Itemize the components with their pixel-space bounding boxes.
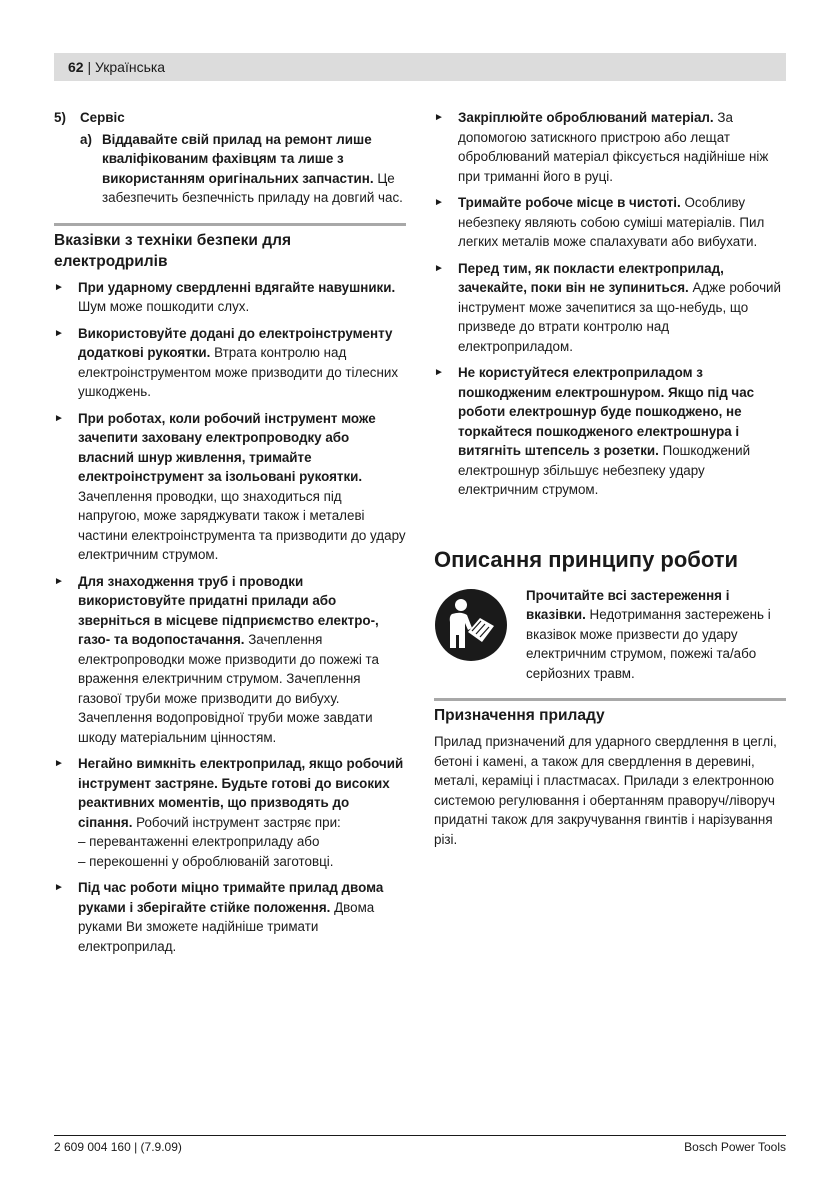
- bullet-arrow-icon: ►: [434, 367, 444, 378]
- list-item-body: Адже робочий інструмент може зачепитися за що-небудь, що призведе до втрати контролю над електроприладом.: [458, 280, 782, 354]
- list-item-body: Шум може пошкодити слух.: [78, 299, 250, 314]
- list-item: [54, 409, 406, 565]
- service-item-bold: Віддавайте свій прилад на ремонт лише кваліфікованим фахівцям та лише з використанням оригінальних запчастин.: [102, 131, 374, 186]
- right-column: [434, 108, 786, 849]
- list-item-conditions: – перевантаженні електроприладу або – перекошенні у оброблюваній заготовці.: [78, 834, 334, 869]
- list-item-body: Двома руками Ви зможете надійніше тримати електроприлад.: [78, 899, 375, 954]
- list-item-bold: При ударному свердленні вдягайте навушники.: [78, 279, 396, 295]
- header-separator: |: [87, 59, 92, 75]
- list-item: [54, 278, 406, 317]
- list-item-bold: Використовуйте додані до електроінструменту додаткові рукоятки.: [78, 325, 393, 360]
- right-bullet-list: [434, 108, 786, 500]
- list-item: [54, 572, 406, 748]
- list-item-bold: Під час роботи міцно тримайте прилад двома руками і зберігайте стійке положення.: [78, 880, 384, 915]
- service-title: Сервіс: [80, 110, 125, 125]
- list-item-text: [78, 572, 406, 748]
- list-item-bold: Перед тим, як покласти електроприлад, зачекайте, поки він не зупиниться.: [458, 260, 724, 295]
- list-item-bold: Для знаходження труб і проводки використовуйте придатні прилади або зверніться в місцеве підприємство електро-, газо- та водопостачання.: [78, 573, 379, 647]
- list-item: [434, 259, 786, 357]
- section-divider: [434, 698, 786, 701]
- footer-brand: Bosch Power Tools: [684, 1140, 786, 1154]
- warning-text: [526, 586, 786, 684]
- header-language: Українська: [95, 59, 166, 75]
- service-item: [80, 130, 406, 208]
- list-item-text: [78, 278, 406, 317]
- list-item-text: [78, 409, 406, 565]
- purpose-heading: Призначення приладу: [434, 707, 605, 724]
- list-item-text: [458, 108, 786, 186]
- list-item-text: [458, 259, 786, 357]
- service-item-label: a): [80, 131, 92, 147]
- safety-heading: Вказівки з техніки безпеки для електродрилів: [54, 231, 291, 270]
- service-item-text: [102, 130, 406, 208]
- section-divider: [54, 223, 406, 226]
- list-item: [434, 363, 786, 500]
- read-manual-icon-svg: [434, 588, 508, 662]
- service-number: 5): [54, 110, 66, 125]
- list-item-body: Втрата контролю над електроінструментом може призводити до тілесних ушкоджень.: [78, 345, 399, 399]
- bullet-arrow-icon: ►: [54, 575, 64, 587]
- bullet-arrow-icon: ►: [54, 327, 64, 339]
- bullet-arrow-icon: ►: [54, 882, 64, 893]
- list-item-text: [458, 193, 786, 252]
- bullet-arrow-icon: ►: [434, 262, 444, 274]
- warning-bold: Прочитайте всі застереження і вказівки.: [526, 587, 730, 622]
- list-item-body: Пошкоджений електрошнур збільшує небезпеку удару електричним струмом.: [458, 443, 751, 497]
- list-item-bold: Закріплюйте оброблюваний матеріал.: [458, 110, 714, 125]
- list-item-body: Зачеплення електропроводки може призводити до пожежі та враження електричним струмом. Зачеплення газової труби може призводити до вибуху. Зачеплення водопровідної труби може завдати шкоду матеріальним цінностям.: [78, 632, 379, 745]
- warning-body: Недотримання застережень і вказівок може призвести до удару електричним струмом, пожежі та/або серйозних травм.: [526, 607, 771, 681]
- bullet-arrow-icon: ►: [434, 197, 444, 208]
- service-item-body: Це забезпечить безпечність приладу на довгий час.: [102, 170, 403, 205]
- list-item-bold: При роботах, коли робочий інструмент може зачепити заховану електропроводку або власний шнур живлення, тримайте електроінструмент за ізольовані рукоятки.: [78, 410, 376, 484]
- list-item-text: [78, 754, 406, 871]
- list-item: [434, 108, 786, 186]
- safety-bullet-list: [54, 278, 406, 957]
- list-item-bold: Тримайте робоче місце в чистоті.: [458, 195, 681, 210]
- list-item-body: Робочий інструмент застряє при:: [132, 814, 341, 830]
- list-item: [54, 754, 406, 871]
- list-item-text: [458, 363, 786, 500]
- bullet-arrow-icon: ►: [54, 412, 64, 424]
- operation-heading: Описання принципу роботи: [434, 546, 739, 572]
- list-item-body: Особливу небезпеку являють собою суміші матеріалів. Пил легких металів може спалахувати або вибухати.: [458, 195, 765, 249]
- page-header: [68, 57, 165, 77]
- list-item: [434, 193, 786, 252]
- list-item-bold: Не користуйтеся електроприладом з пошкодженим електрошнуром. Якщо під час роботи електрошнур буде пошкоджено, не торкайтеся пошкодженого електрошнура і витягніть штепсель з розетки.: [458, 365, 755, 458]
- footer-doc-number: 2 609 004 160 | (7.9.09): [54, 1140, 182, 1154]
- footer-divider: [54, 1135, 786, 1136]
- list-item-text: [78, 878, 406, 956]
- read-manual-icon: [434, 586, 526, 684]
- list-item: [54, 324, 406, 402]
- purpose-text: Прилад призначений для ударного свердлення в цеглі, бетоні і камені, а також для свердлення в деревині, металі, кераміці і пластмасах. Прилади з електронною системою регулювання і обертанням праворуч/ліворуч придатні також для закручування гвинтів і нарізування різі.: [434, 734, 777, 847]
- list-item-bold: Негайно вимкніть електроприлад, якщо робочий інструмент застряне. Будьте готові до високих реактивних моментів, що призводять до сіпання.: [78, 756, 404, 830]
- list-item-body: За допомогою затискного пристрою або лещат оброблюваний матеріал фіксується надійніше ніж при триманні його в руці.: [458, 110, 769, 184]
- read-instructions-warning: [434, 586, 786, 684]
- bullet-arrow-icon: ►: [54, 758, 64, 769]
- list-item: [54, 878, 406, 956]
- bullet-arrow-icon: ►: [434, 112, 444, 123]
- bullet-arrow-icon: ►: [54, 281, 64, 293]
- left-column: [54, 108, 406, 963]
- service-section: [54, 108, 406, 128]
- list-item-text: [78, 324, 406, 402]
- page-number: 62: [68, 59, 84, 75]
- list-item-body: Зачеплення проводки, що знаходиться під напругою, може заряджувати також і металеві частини електроінструмента та призводити до удару електричним струмом.: [78, 488, 406, 562]
